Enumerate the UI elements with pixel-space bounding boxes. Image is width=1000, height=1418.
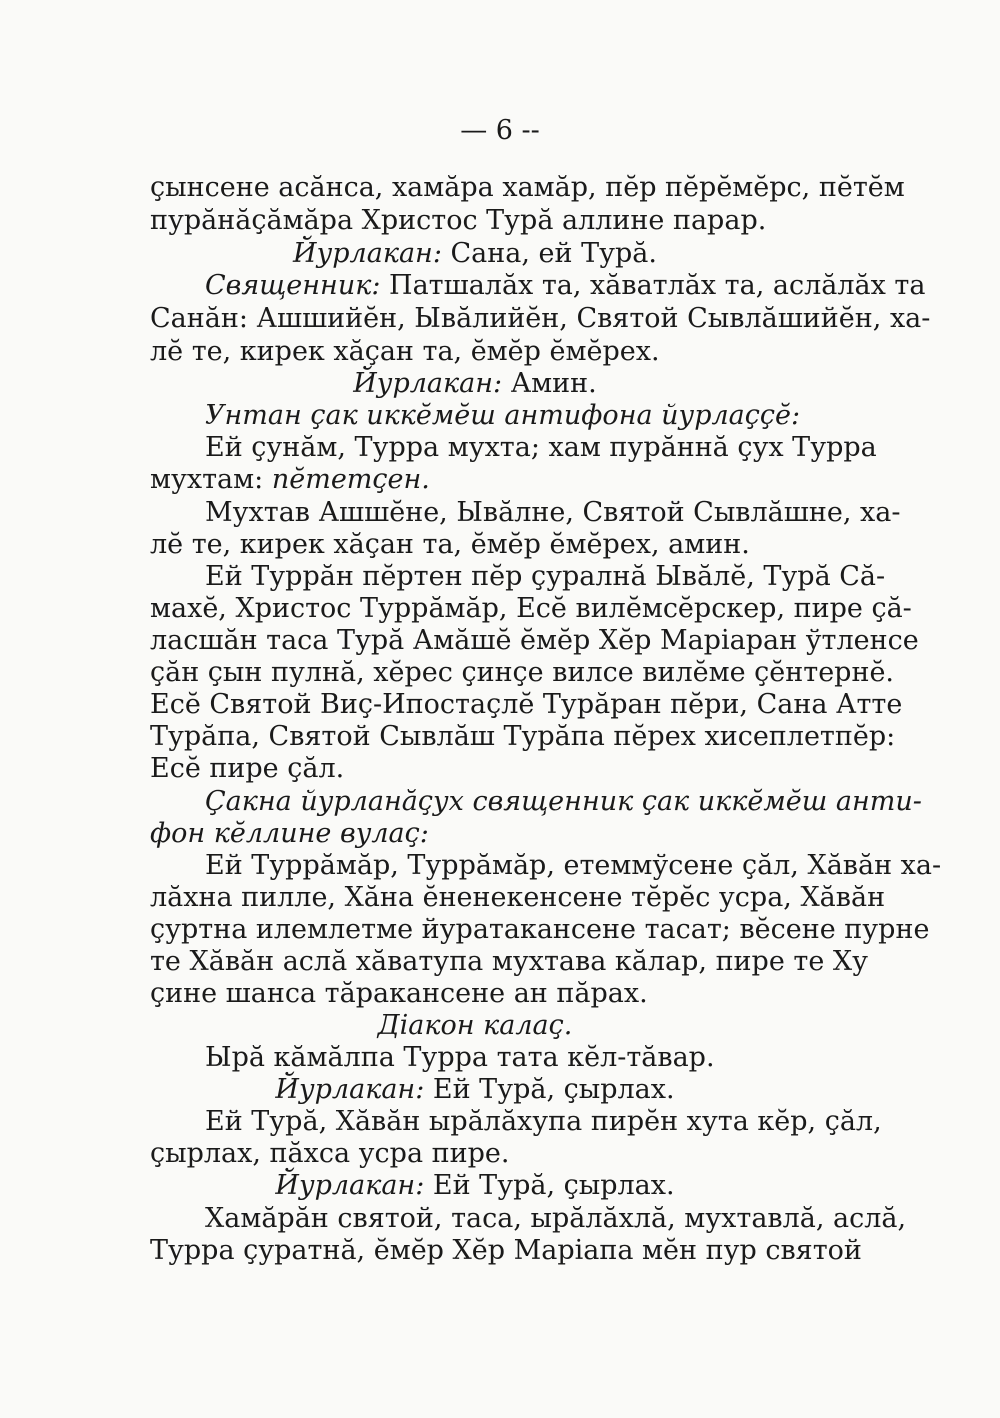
rubric-text: Ей Турă, çырлах. [424, 1170, 675, 1201]
text-line: Есĕ Святой Виç-Ипостаçлĕ Турăран пĕри, Сана Атте [150, 689, 903, 720]
speaker-label: Священник: [205, 270, 381, 301]
text-line: Хамăрăн святой, таса, ырăлăхлă, мухтавлă, аслă, [205, 1203, 907, 1234]
text-line: çырлах, пăхса усра пире. [150, 1138, 510, 1169]
text-line: ласшăн таса Турă Амăшĕ ĕмĕр Хĕр Маріаран ўтленсе [150, 625, 919, 656]
rubric-line [205, 270, 926, 302]
speaker-label: Йурлакан: [275, 1170, 425, 1201]
rubric-line [150, 368, 800, 400]
text-line: лĕ те, кирек хăçан та, ĕмĕр ĕмĕрех, амин. [150, 529, 750, 560]
italic-rubric-line: фон кĕллине вулаҫ: [150, 818, 429, 849]
speaker-label: Йурлакан: [275, 1074, 425, 1105]
text-line: Ей Турă, Хăвăн ырăлăхупа пирĕн хута кĕр, çăл, [205, 1106, 882, 1137]
text-line: Ей Туррăмăр, Туррăмăр, етеммўсене çăл, Хăвăн ха- [205, 850, 942, 881]
text-line: пурăнăçăмăра Христос Турă аллине парар. [150, 205, 767, 236]
italic-rubric-line: Çакна йурланăҫух священник çак иккĕмĕш анти- [205, 786, 922, 817]
rubric-text: Патшалăх та, хăватлăх та, аслăлăх та [380, 270, 926, 301]
text-line: Ей ҫунăм, Турра мухта; хам пурăннă ҫух Турра [205, 432, 877, 463]
text-line: Турăпа, Святой Сывлăш Турăпа пĕрех хисеплетпĕр: [150, 721, 896, 752]
text-line: махĕ, Христос Туррăмăр, Есĕ вилĕмсĕрскер, пире çă- [150, 593, 912, 624]
italic-fragment: пĕтетҫен. [271, 464, 430, 495]
text-line: те Хăвăн аслă хăватупа мухтава кăлар, пире те Ху [150, 946, 869, 977]
rubric-line [150, 1074, 800, 1106]
text-line: çынсене асăнса, хамăра хамăр, пĕр пĕрĕмĕрс, пĕтĕм [150, 172, 905, 203]
speaker-label: Йурлакан: [353, 368, 503, 399]
rubric-line [150, 1170, 800, 1202]
text-line: ҫăн çын пулнă, хĕрес çинҫе вилсе вилĕме çĕнтернĕ. [150, 657, 895, 688]
text-line: лĕ те, кирек хăçан та, ĕмĕр ĕмĕрех. [150, 336, 660, 367]
text-line: лăхна пилле, Хăна ĕненекенсене тĕрĕс усра, Хăвăн [150, 882, 886, 913]
text-line: çуртна илемлетме йуратакансене тасат; вĕсене пурне [150, 914, 930, 945]
italic-rubric-line: Діакон калаҫ. [377, 1010, 573, 1041]
page-number: — 6 -- [460, 115, 540, 146]
text-line: çине шанса тăракансене ан пăрах. [150, 978, 648, 1009]
text-fragment: мухтам: [150, 464, 272, 495]
rubric-text: Сана, ей Турă. [441, 238, 657, 269]
speaker-label: Йурлакан: [293, 238, 442, 269]
text-line: Ей Туррăн пĕртен пĕр çуралнă Ывăлĕ, Турă Сă- [205, 561, 886, 592]
text-line: Ырă кăмăлпа Турра тата кĕл-тăвар. [205, 1042, 715, 1073]
text-line: Мухтав Ашшĕне, Ывăлне, Святой Сывлăшне, ха- [205, 497, 901, 528]
rubric-line [150, 238, 800, 270]
rubric-text: Ей Турă, çырлах. [424, 1074, 675, 1105]
rubric-text: Амин. [502, 368, 597, 399]
text-line: Есĕ пире çăл. [150, 753, 345, 784]
italic-rubric-line: Унтан çак иккĕмĕш антифона йурлаççĕ: [205, 400, 801, 431]
text-line [150, 464, 800, 496]
text-line: Турра çуратнă, ĕмĕр Хĕр Маріапа мĕн пур святой [150, 1235, 862, 1266]
text-line: Санăн: Ашшийĕн, Ывăлийĕн, Святой Сывлăшийĕн, ха- [150, 303, 931, 334]
